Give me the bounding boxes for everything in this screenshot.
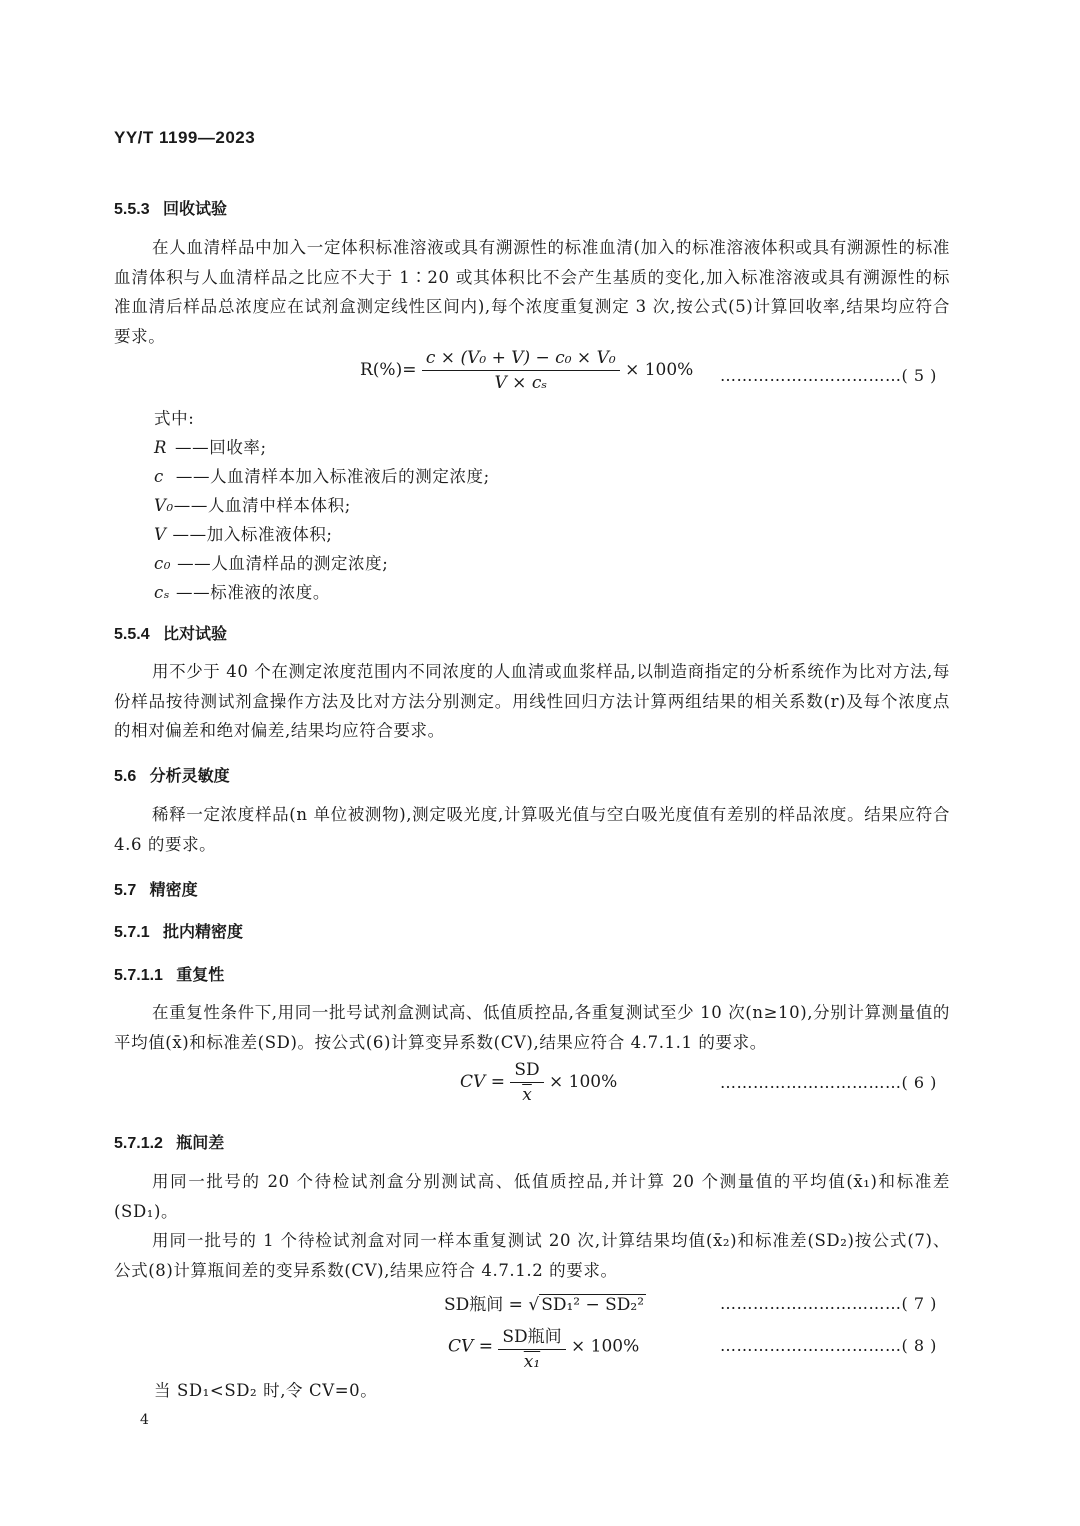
formula-denominator: x₁: [523, 1352, 541, 1372]
formula-lhs: CV =: [448, 1336, 493, 1357]
formula-numerator: c × (V₀ + V) − c₀ × V₀: [422, 348, 620, 371]
formula-lhs: R(%)=: [360, 360, 417, 380]
paragraph-recovery-test: 在人血清样品中加入一定体积标准溶液或具有溯源性的标准血清(加入的标准溶液体积或具有溯源性的标准血清体积与人血清样品之比应不大于 1∶20 或其体积比不会产生基质的变化,加入标准溶液或具有溯源性的标准血清后样品总浓度应在试剂盒测定线性区间内),每个浓度重复测定 3 次,按公式(5)计算回收率,结果均应符合要求。: [114, 238, 950, 346]
definition-V0: V₀——人血清中样本体积;: [154, 496, 351, 515]
radicand: SD₁² − SD₂²: [541, 1295, 645, 1315]
formula-lhs: SD瓶间 =: [444, 1295, 523, 1315]
formula-7: [444, 1290, 646, 1315]
formula-ref-7: ……………………………( 7 ): [720, 1294, 937, 1313]
paragraph-sensitivity: 稀释一定浓度样品(n 单位被测物),测定吸光度,计算吸光值与空白吸光度值有差别的样品浓度。结果应符合 4.6 的要求。: [114, 805, 950, 854]
definition-c: c ——人血清样本加入标准液后的测定浓度;: [154, 467, 490, 486]
formula-denominator: V × cₛ: [494, 373, 548, 393]
paragraph-comparison-test: 用不少于 40 个在测定浓度范围内不同浓度的人血清或血浆样品,以制造商指定的分析系统作为比对方法,每份样品按待测试剂盒操作方法及比对方法分别测定。用线性回归方法计算两组结果的相关系数(r)及每个浓度点的相对偏差和绝对偏差,结果均应符合要求。: [114, 662, 950, 740]
section-number: 5.5.3: [114, 201, 150, 218]
section-heading-5-5-3: [114, 196, 227, 219]
formula-fraction: [510, 1060, 543, 1105]
formula-fraction: [498, 1322, 565, 1372]
page-number: 4: [140, 1412, 149, 1428]
paragraph-bottle-diff-2: 用同一批号的 1 个待检试剂盒对同一样本重复测试 20 次,计算结果均值(x̄₂)和标准差(SD₂)按公式(7)、公式(8)计算瓶间差的变异系数(CV),结果应符合 4.7.1.2 的要求。: [114, 1231, 950, 1280]
formula-ref-5: ……………………………( 5 ): [720, 366, 937, 385]
definition-cs: cₛ ——标准液的浓度。: [154, 583, 330, 602]
definition-c0: c₀ ——人血清样品的测定浓度;: [154, 554, 389, 573]
section-heading-5-7-1-2: 5.7.1.2 瓶间差: [114, 1135, 225, 1152]
formula-8: [448, 1322, 639, 1372]
formula-6: [460, 1060, 617, 1105]
formula-denominator: x: [522, 1085, 532, 1105]
formula-5: [360, 348, 693, 393]
paragraph-repeatability: 在重复性条件下,用同一批号试剂盒测试高、低值质控品,各重复测试至少 10 次(n≥10),分别计算测量值的平均值(x̄)和标准差(SD)。按公式(6)计算变异系数(CV),结果应符合 4.7.1.1 的要求。: [114, 1003, 950, 1052]
formula-tail: × 100%: [625, 360, 694, 380]
formula-tail: × 100%: [549, 1072, 618, 1092]
formula-numerator: SD瓶间: [498, 1322, 565, 1350]
section-title: 回收试验: [162, 201, 227, 218]
section-heading-5-7: 5.7 精密度: [114, 882, 198, 899]
formula-tail: × 100%: [571, 1336, 640, 1357]
definition-R: R ——回收率;: [154, 438, 267, 457]
section-heading-5-7-1-1: 5.7.1.1 重复性: [114, 967, 225, 984]
section-heading-5-6: 5.6 分析灵敏度: [114, 768, 230, 785]
section-heading-5-5-4: 5.5.4 比对试验: [114, 626, 227, 643]
where-label: 式中:: [154, 409, 195, 428]
definition-V: V ——加入标准液体积;: [154, 525, 333, 544]
section-heading-5-7-1: 5.7.1 批内精密度: [114, 924, 243, 941]
sqrt-sign: √: [528, 1295, 540, 1315]
condition-note: 当 SD₁<SD₂ 时,令 CV=0。: [154, 1381, 378, 1400]
document-code: YY/T 1199—2023: [114, 128, 256, 147]
formula-numerator: SD: [510, 1060, 543, 1083]
formula-lhs: CV =: [460, 1072, 505, 1092]
paragraph-bottle-diff-1: 用同一批号的 20 个待检试剂盒分别测试高、低值质控品,并计算 20 个测量值的平均值(x̄₁)和标准差(SD₁)。: [114, 1172, 950, 1221]
formula-ref-8: ……………………………( 8 ): [720, 1336, 937, 1355]
formula-ref-6: ……………………………( 6 ): [720, 1073, 937, 1092]
formula-fraction: [422, 348, 620, 393]
